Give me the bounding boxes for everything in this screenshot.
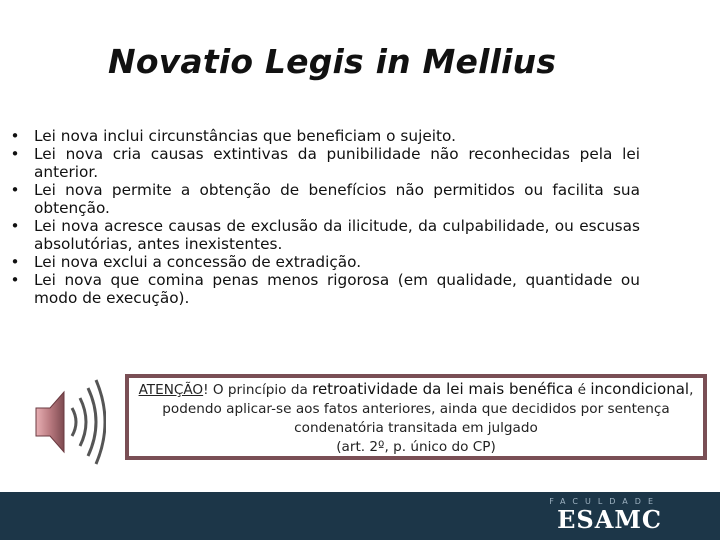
slide-title: Novatio Legis in Mellius — [108, 42, 557, 81]
footer-bar — [0, 492, 720, 540]
bullet-text: Lei nova exclui a concessão de extradição. — [34, 253, 362, 271]
callout-text-1: ! O princípio da — [203, 382, 313, 398]
callout-text-3: , podendo aplicar-se aos fatos anteriores, ainda que decididos por sentença condenatória transitada em julgado — [162, 382, 694, 436]
list-item — [8, 181, 640, 217]
bullet-text: Lei nova inclui circunstâncias que beneficiam o sujeito. — [34, 127, 456, 145]
attention-box — [125, 374, 707, 460]
bullet-text: Lei nova acresce causas de exclusão da ilicitude, da culpabilidade, ou escusas absolutórias, antes inexistentes. — [34, 217, 640, 253]
bullet-text: Lei nova que comina penas menos rigorosa (em qualidade, quantidade ou modo de execução). — [34, 271, 640, 307]
list-item — [8, 271, 640, 307]
bullet-text: Lei nova permite a obtenção de benefícios não permitidos ou facilita sua obtenção. — [34, 181, 640, 217]
bullet-icon: • — [10, 253, 20, 271]
bullet-list — [8, 127, 640, 307]
bullet-icon: • — [10, 145, 20, 163]
list-item — [8, 127, 640, 145]
callout-emphasis-2: incondicional — [590, 380, 690, 398]
list-item — [8, 253, 640, 271]
attention-text — [137, 380, 695, 457]
legal-reference: (art. 2º, p. único do CP) — [336, 439, 496, 455]
bullet-icon: • — [10, 181, 20, 199]
callout-emphasis-1: retroatividade da lei mais benéfica — [312, 380, 574, 398]
bullet-text: Lei nova cria causas extintivas da punibilidade não reconhecidas pela lei anterior. — [34, 145, 640, 181]
list-item — [8, 217, 640, 253]
bullet-icon: • — [10, 217, 20, 235]
callout-text-2: é — [573, 382, 591, 398]
bullet-icon: • — [10, 271, 20, 289]
brand-logo: ESAMC — [557, 505, 662, 534]
bullet-icon: • — [10, 127, 20, 145]
speaker-icon[interactable] — [30, 378, 106, 466]
attention-label: ATENÇÃO — [138, 382, 204, 398]
list-item — [8, 145, 640, 181]
brand-subtitle: FACULDADE — [549, 497, 660, 506]
